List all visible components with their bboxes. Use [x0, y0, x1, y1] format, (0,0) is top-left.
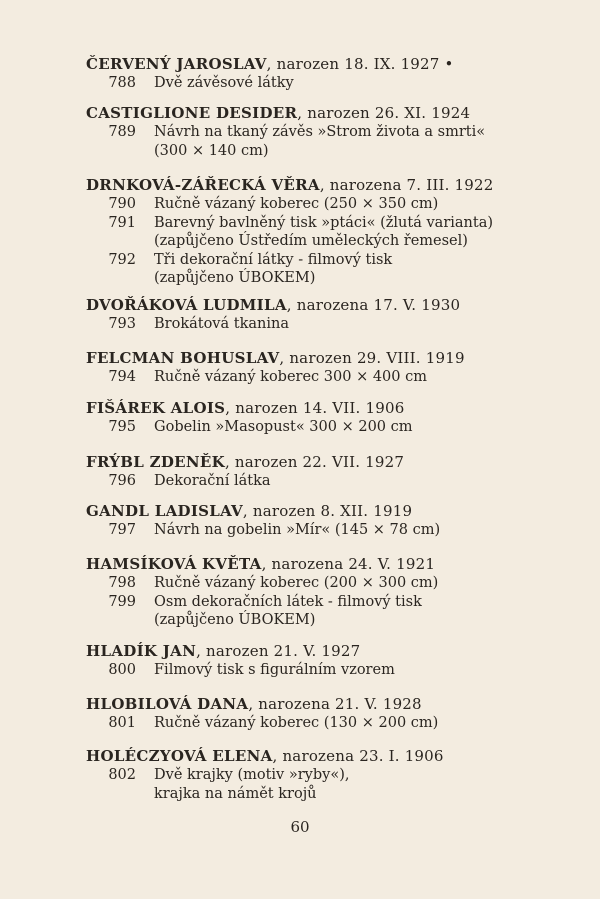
- artist-line: [86, 296, 460, 314]
- catalog-item: [0, 316, 600, 335]
- artist-name: HLOBILOVÁ DANA: [86, 695, 249, 713]
- catalog-item: [0, 75, 600, 94]
- artist-line: [86, 399, 404, 417]
- artist-heading: [0, 399, 600, 419]
- catalog-item-continuation: [0, 270, 600, 289]
- item-description: Ručně vázaný koberec (250 × 350 cm): [154, 196, 439, 212]
- catalog-item: [0, 575, 600, 594]
- catalog-item: [0, 473, 600, 492]
- artist-line: [86, 55, 454, 73]
- catalog-item: [0, 369, 600, 388]
- artist-birth-info: , narozen 14. VII. 1906: [225, 399, 405, 417]
- catalog-item: [0, 715, 600, 734]
- artist-birth-info: , narozena 7. III. 1922: [319, 176, 494, 194]
- artist-line: [86, 747, 444, 765]
- artist-entry: [0, 55, 600, 94]
- catalog-item: [0, 196, 600, 215]
- item-number: 789: [108, 124, 136, 140]
- artist-entry: [0, 642, 600, 681]
- artist-birth-info: , narozen 8. XII. 1919: [242, 502, 413, 520]
- item-number: 795: [108, 419, 136, 435]
- item-description: (zapůjčeno Ústředím uměleckých řemesel): [154, 233, 468, 250]
- catalog-item-continuation: [0, 233, 600, 252]
- item-number: 801: [108, 715, 136, 731]
- item-description: krajka na námět krojů: [154, 785, 317, 802]
- artist-birth-info: , narozen 26. XI. 1924: [297, 104, 471, 122]
- artist-heading: [0, 747, 600, 767]
- artist-heading: [0, 695, 600, 715]
- item-description: Návrh na tkaný závěs »Strom života a smrti«: [154, 124, 486, 140]
- artist-name: CASTIGLIONE DESIDER: [86, 104, 298, 122]
- item-number: 793: [108, 316, 136, 332]
- artist-line: [86, 453, 404, 471]
- artist-entry: [0, 296, 600, 335]
- artist-name: FRÝBL ZDENĚK: [86, 453, 225, 471]
- artist-line: [86, 642, 360, 660]
- item-description: Ručně vázaný koberec (200 × 300 cm): [154, 575, 439, 591]
- catalog-item-continuation: [0, 786, 600, 805]
- item-description: (zapůjčeno ÚBOKEM): [154, 612, 316, 629]
- catalog-item: [0, 419, 600, 438]
- artist-name: HAMSÍKOVÁ KVĚTA: [86, 555, 262, 573]
- item-description: Dvě závěsové látky: [154, 75, 294, 91]
- item-description: Filmový tisk s figurálním vzorem: [154, 662, 395, 678]
- item-number: 791: [108, 214, 136, 231]
- artist-entry: [0, 555, 600, 631]
- artist-birth-info: , narozena 23. I. 1906: [272, 747, 444, 765]
- artist-heading: [0, 176, 600, 196]
- artist-name: HOLÉCZYOVÁ ELENA: [86, 747, 273, 765]
- catalog-item-continuation: [0, 612, 600, 631]
- artist-heading: [0, 453, 600, 473]
- catalog-item: [0, 252, 600, 271]
- artist-heading: [0, 349, 600, 369]
- item-description: Ručně vázaný koberec 300 × 400 cm: [154, 369, 427, 385]
- item-number: 796: [108, 473, 136, 489]
- catalog-item: [0, 124, 600, 143]
- artist-heading: [0, 55, 600, 75]
- item-description: Barevný bavlněný tisk »ptáci« (žlutá varianta): [154, 214, 493, 231]
- artist-birth-info: , narozen 29. VIII. 1919: [279, 349, 465, 367]
- artist-entry: [0, 399, 600, 438]
- item-description: Brokátová tkanina: [154, 316, 289, 332]
- artist-birth-info: , narozen 22. VII. 1927: [224, 453, 405, 471]
- artist-entry: [0, 695, 600, 734]
- item-number: 794: [108, 369, 136, 385]
- item-description: Osm dekoračních látek - filmový tisk: [154, 593, 422, 610]
- artist-name: DVOŘÁKOVÁ LUDMILA: [86, 296, 287, 314]
- artist-entry: [0, 349, 600, 388]
- artist-name: DRNKOVÁ-ZÁŘECKÁ VĚRA: [86, 176, 320, 194]
- artist-birth-info: , narozena 17. V. 1930: [286, 296, 461, 314]
- item-number: 802: [108, 767, 136, 783]
- catalog-item-continuation: [0, 143, 600, 162]
- artist-entry: [0, 176, 600, 289]
- item-number: 799: [108, 593, 136, 610]
- catalog-item: [0, 522, 600, 541]
- artist-line: [86, 104, 470, 122]
- artist-line: [86, 502, 412, 520]
- item-description: Návrh na gobelin »Mír« (145 × 78 cm): [154, 522, 441, 538]
- artist-entry: [0, 104, 600, 161]
- item-description: Dvě krajky (motiv »ryby«),: [154, 767, 350, 783]
- item-description: Gobelin »Masopust« 300 × 200 cm: [154, 419, 413, 435]
- item-description: (300 × 140 cm): [154, 142, 269, 159]
- item-number: 797: [108, 522, 136, 538]
- artist-line: [86, 176, 494, 194]
- page-number: 60: [290, 818, 310, 836]
- item-description: Dekorační látka: [154, 473, 271, 489]
- artist-name: ČERVENÝ JAROSLAV: [86, 55, 267, 73]
- item-number: 798: [108, 575, 136, 591]
- artist-entry: [0, 747, 600, 804]
- artist-birth-info: , narozena 21. V. 1928: [248, 695, 422, 713]
- artist-heading: [0, 502, 600, 522]
- artist-entry: [0, 502, 600, 541]
- artist-line: [86, 695, 422, 713]
- item-description: Ručně vázaný koberec (130 × 200 cm): [154, 715, 439, 731]
- catalog-item: [0, 662, 600, 681]
- artist-heading: [0, 642, 600, 662]
- artist-name: GANDL LADISLAV: [86, 502, 243, 520]
- artist-name: FELCMAN BOHUSLAV: [86, 349, 280, 367]
- artist-name: HLADÍK JAN: [86, 642, 197, 660]
- item-number: 788: [108, 75, 136, 91]
- artist-name: FIŠÁREK ALOIS: [86, 399, 226, 417]
- item-number: 800: [108, 662, 136, 678]
- artist-line: [86, 555, 435, 573]
- catalog-item: [0, 767, 600, 786]
- item-description: Tři dekorační látky - filmový tisk: [154, 251, 393, 268]
- artist-birth-info: , narozen 21. V. 1927: [196, 642, 361, 660]
- artist-heading: [0, 296, 600, 316]
- artist-heading: [0, 104, 600, 124]
- artist-entry: [0, 453, 600, 492]
- item-number: 790: [108, 196, 136, 212]
- artist-heading: [0, 555, 600, 575]
- artist-birth-info: , narozen 18. IX. 1927 •: [266, 55, 454, 73]
- artist-line: [86, 349, 465, 367]
- artist-birth-info: , narozena 24. V. 1921: [261, 555, 436, 573]
- item-number: 792: [108, 251, 136, 268]
- catalog-item: [0, 215, 600, 234]
- catalog-item: [0, 594, 600, 613]
- item-description: (zapůjčeno ÚBOKEM): [154, 270, 316, 287]
